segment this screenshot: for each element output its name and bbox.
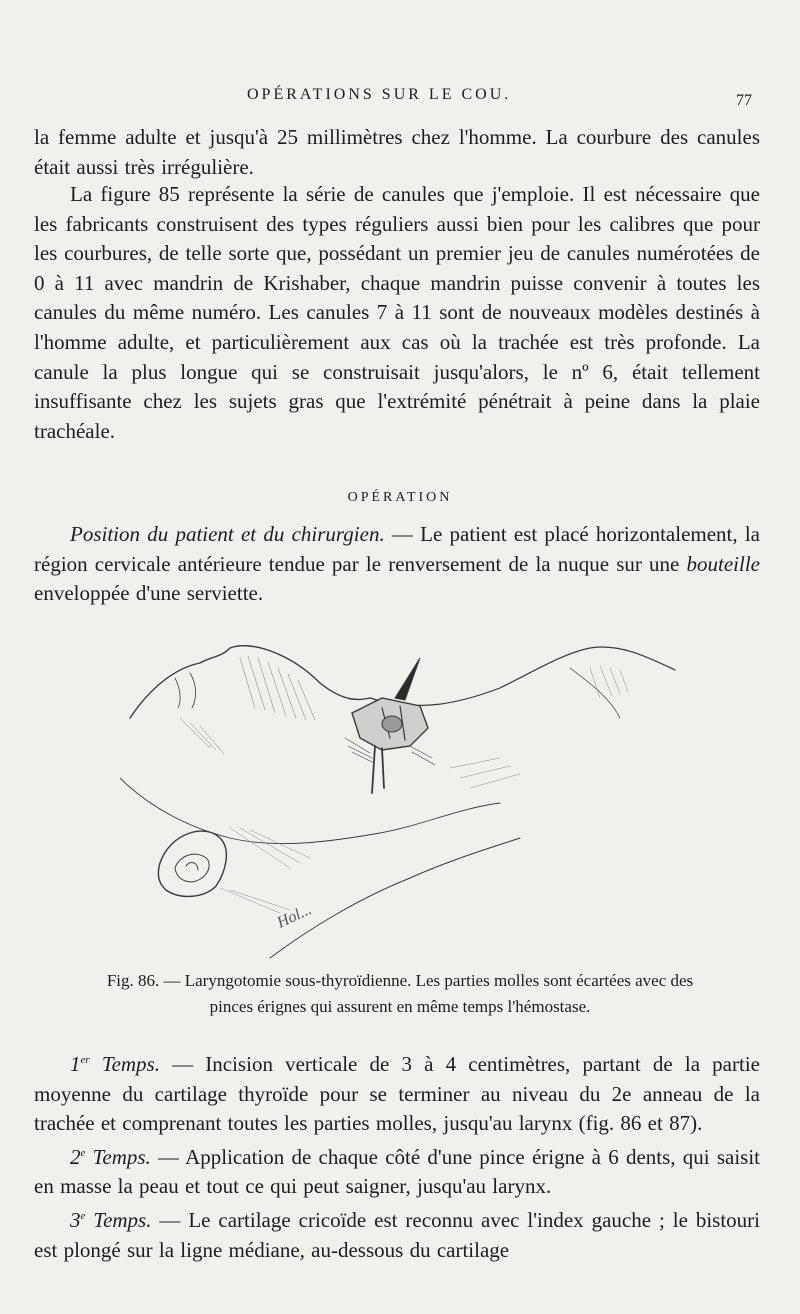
step-2-text: — Application de chaque côté d'une pince érigne à 6 dents, qui saisit en masse la peau et tout ce qui peut saigner, jusqu'au larynx. (34, 1144, 760, 1199)
step-1-sup: er (80, 1054, 90, 1066)
step-3 (34, 1202, 760, 1265)
step-1 (34, 1046, 760, 1139)
position-heading: Position du patient et du chirurgien. (70, 522, 385, 546)
artist-signature: Hol... (274, 901, 315, 932)
step-2-label: Temps. (85, 1144, 151, 1169)
page-header (0, 86, 800, 110)
intro-paragraph-1 (34, 123, 760, 182)
intro-text-2: La figure 85 représente la série de canules que j'emploie. Il est nécessaire que les fabricants construisent des types réguliers aussi bien pour les calibres que pour les courbures, de telle sorte que, possédant un premier jeu de canules numérotées de 0 à 11 avec mandrin de Krishaber, chaque mandrin puisse convenir à toutes les canules du même numéro. Les canules 7 à 11 sont de nouveaux modèles destinés à l'homme adulte, et particulièrement aux cas où la trachée est très profonde. La canule la plus longue qui se construisait jusqu'alors, le nº 6, était tellement insuffisante chez les sujets gras que l'extrémité pénétrait à peine dans la plaie trachéale. (34, 182, 760, 443)
position-paragraph (34, 520, 760, 609)
running-head: OPÉRATIONS SUR LE COU. (247, 86, 512, 103)
step-1-label: Temps. (89, 1052, 160, 1076)
step-3-label: Temps. (85, 1207, 152, 1232)
page-number: 77 (736, 92, 752, 109)
step-2 (34, 1139, 760, 1202)
steps-section (34, 1046, 760, 1265)
bouteille-word: bouteille (686, 551, 760, 576)
intro-paragraph-2 (34, 180, 760, 446)
figure-caption: Fig. 86. — Laryngotomie sous-thyroïdienne. Les parties molles sont écartées avec des pinces érignes qui assurent en même temps l'hémostase. (106, 971, 694, 1016)
step-1-num: 1 (70, 1052, 81, 1076)
intro-text-1: la femme adulte et jusqu'à 25 millimètres chez l'homme. La courbure des canules était aussi très irrégulière. (34, 125, 760, 179)
step-3-num: 3 (70, 1207, 81, 1232)
step-3-text: — Le cartilage cricoïde est reconnu avec l'index gauche ; le bistouri est plongé sur la ligne médiane, au-dessous du cartilage (34, 1207, 760, 1262)
position-end: enveloppée d'une serviette. (34, 581, 264, 606)
surgical-illustration (120, 628, 700, 968)
step-1-text: — Incision verticale de 3 à 4 centimètres, partant de la partie moyenne du cartilage thyroïde pour se terminer au niveau du 2e anneau de la trachée et comprenant toutes les parties molles, jusqu'au larynx (fig. 86 et 87). (34, 1052, 760, 1136)
step-2-sup: e (80, 1146, 86, 1159)
step-3-sup: e (80, 1209, 86, 1222)
position-text: — Le patient est placé horizontalement, la région cervicale antérieure tendue par le renversement de la nuque sur une (34, 522, 760, 576)
step-2-num: 2 (70, 1144, 81, 1169)
section-title: OPÉRATION (347, 490, 453, 505)
neck-sketch (120, 628, 700, 968)
